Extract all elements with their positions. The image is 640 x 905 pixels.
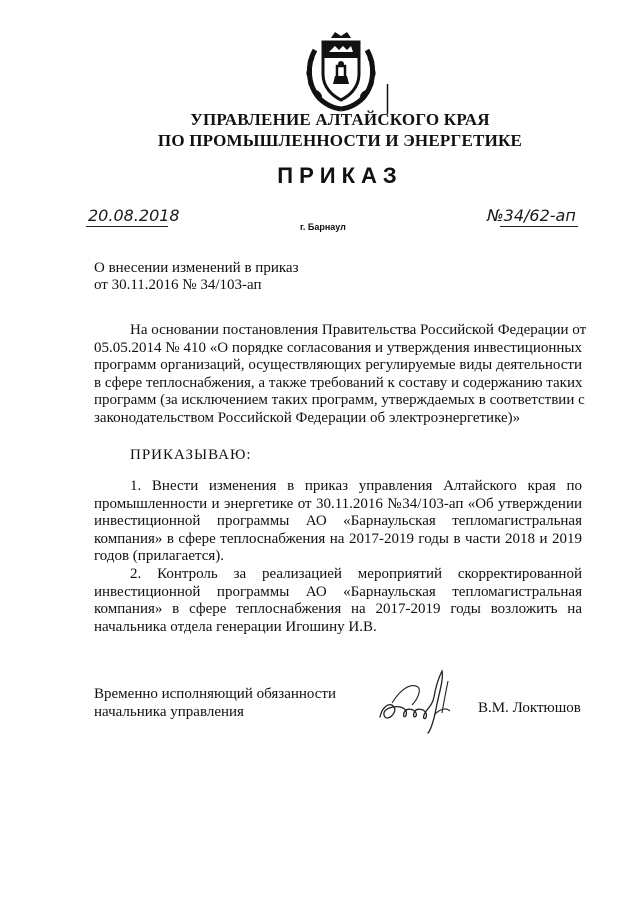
order-item-1 — [94, 478, 582, 566]
signer-name: В.М. Локтюшов — [478, 700, 581, 716]
coat-of-arms-icon — [301, 28, 381, 112]
signer-position-line1: Временно исполняющий обязанности — [94, 686, 337, 702]
date-underline — [86, 226, 168, 227]
handwritten-date: 20.08.2018 — [88, 206, 180, 225]
handwritten-order-number: №34/62-ап — [487, 206, 576, 225]
order-item-line: промышленности и энергетике от 30.11.2016 №34/103-ап «Об утверждении — [94, 495, 582, 512]
document-type-title: ПРИКАЗ — [277, 163, 403, 188]
subject-line1: О внесении изменений в приказ — [94, 260, 299, 276]
order-item-line: 2. Контроль за реализацией мероприятий скорректированной — [130, 566, 582, 582]
basis-line: программ (за исключением таких программ, утверждаемых в соответствии с — [94, 392, 585, 408]
number-underline — [500, 226, 578, 227]
organization-name-line1: УПРАВЛЕНИЕ АЛТАЙСКОГО КРАЯ — [190, 110, 490, 129]
basis-line: 05.05.2014 № 410 «О порядке согласования и утверждения инвестиционных — [94, 339, 582, 356]
order-item-line: инвестиционной программы АО «Барнаульская тепломагистральная — [94, 513, 582, 529]
order-item-2 — [94, 566, 582, 636]
order-item-line: годов (прилагается). — [94, 548, 225, 564]
orders-heading: ПРИКАЗЫВАЮ: — [130, 447, 252, 463]
basis-line: в сфере теплоснабжения, а также требований к составу и содержанию таких — [94, 374, 583, 391]
order-item-line: компания» в сфере теплоснабжения на 2017-2019 годы в части 2018 и 2019 — [94, 530, 582, 547]
organization-name-line2: ПО ПРОМЫШЛЕННОСТИ И ЭНЕРГЕТИКЕ — [157, 131, 523, 150]
order-item-line: начальника отдела генерации Игошину И.В. — [94, 618, 377, 635]
basis-paragraph — [94, 322, 587, 427]
basis-line: законодательством Российской Федерации об электроэнергетике)» — [94, 409, 521, 426]
basis-line: программ организаций, осуществляющих регулируемые виды деятельности — [94, 357, 582, 373]
order-item-line: компания» в сфере теплоснабжения на 2017-2019 годы возложить на — [94, 601, 582, 617]
order-item-line: инвестиционной программы АО «Барнаульская тепломагистральная — [94, 583, 582, 600]
subject-line2: от 30.11.2016 № 34/103-ап — [94, 277, 262, 293]
handwritten-signature-icon — [372, 667, 464, 739]
city-label: г. Барнаул — [300, 222, 346, 232]
basis-line: На основании постановления Правительства Российской Федерации от — [130, 322, 587, 338]
order-item-line: 1. Внести изменения в приказ управления Алтайского края по — [130, 478, 582, 494]
signer-position-line2: начальника управления — [94, 704, 244, 720]
